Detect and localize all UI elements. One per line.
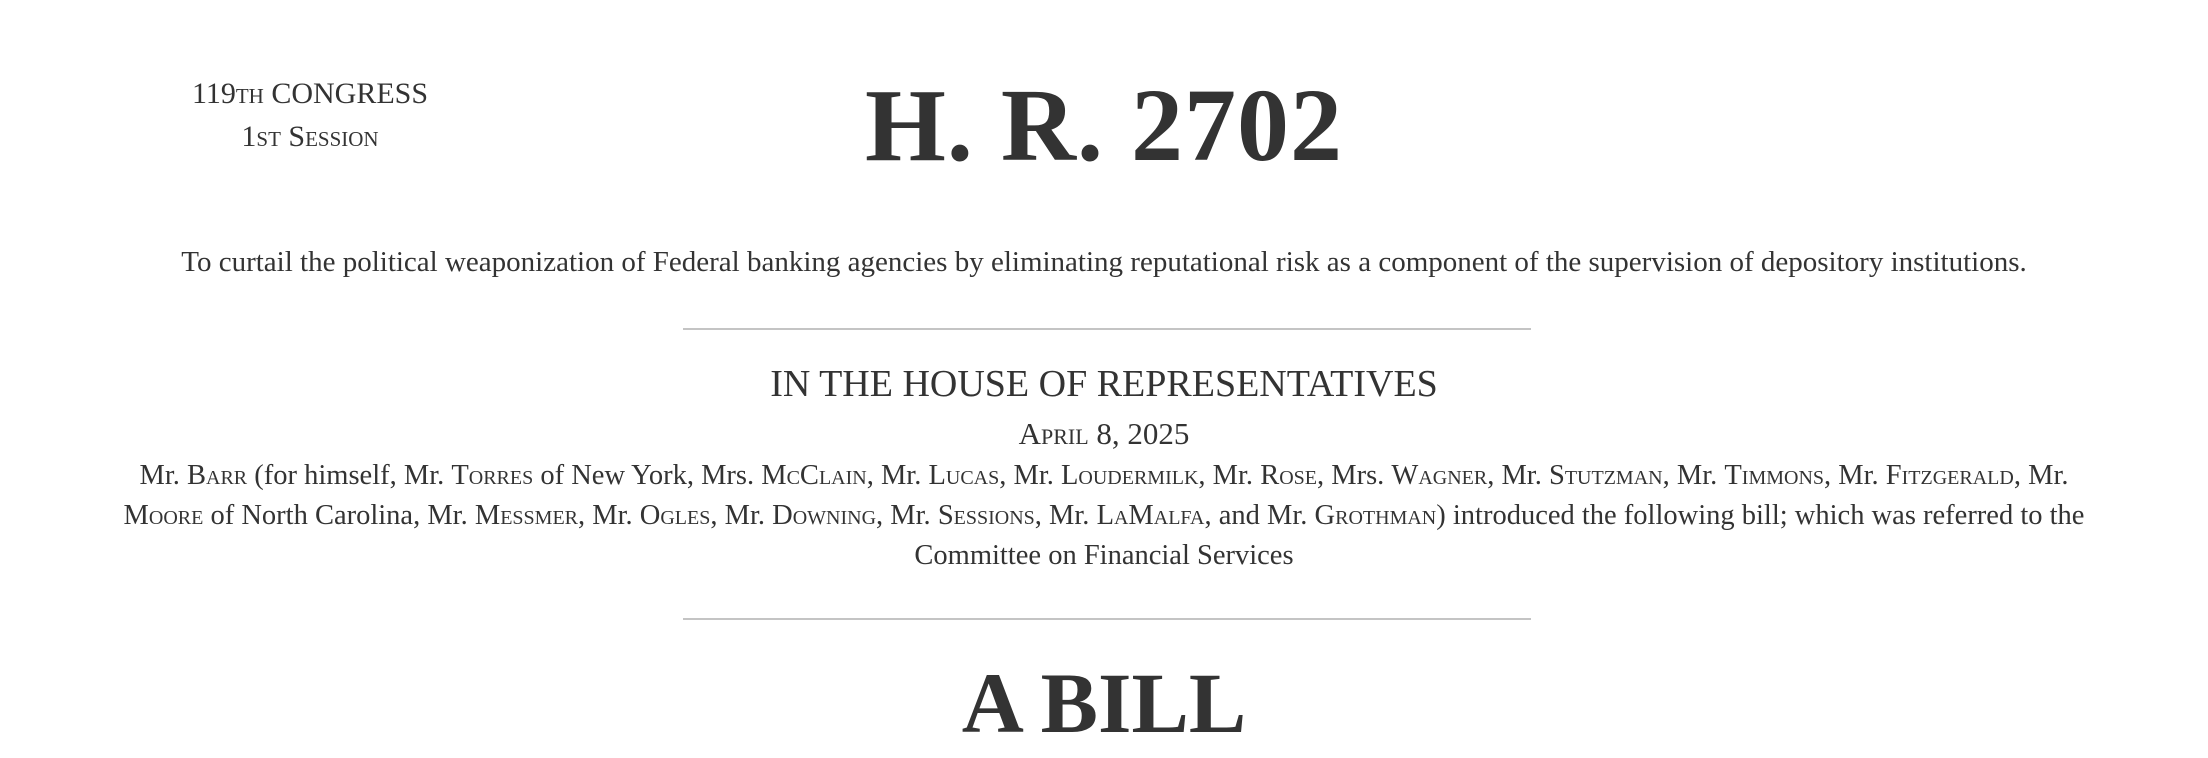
congress-number-suffix: th bbox=[235, 77, 264, 110]
session-number-suffix: st bbox=[256, 120, 281, 153]
sponsor-text: , Mr. bbox=[1034, 500, 1097, 531]
member-name: Loudermilk bbox=[1061, 460, 1199, 491]
sponsor-text: (for himself, Mr. bbox=[247, 460, 452, 491]
sponsor-text: , and Mr. bbox=[1204, 500, 1315, 531]
sponsor-text: , Mr. bbox=[1198, 460, 1261, 491]
sponsor-text: , Mr. bbox=[1662, 460, 1725, 491]
sponsor-text: , Mr. bbox=[999, 460, 1062, 491]
bill-purpose: To curtail the political weaponization of Federal banking agencies by eliminating reputational risk as a component of the supervision of depository institutions. bbox=[181, 246, 2027, 278]
member-name: Wagner bbox=[1391, 460, 1488, 491]
sponsor-text: , Mr. bbox=[710, 500, 773, 531]
sponsor-text: , Mrs. bbox=[1316, 460, 1392, 491]
introduction-date: April 8, 2025 bbox=[1018, 416, 1190, 451]
congress-number: 119 bbox=[191, 77, 236, 110]
sponsor-text: , Mr. bbox=[866, 460, 929, 491]
sponsors-paragraph bbox=[0, 456, 2208, 576]
sponsor-text: Mr. bbox=[139, 460, 187, 491]
sponsors-line bbox=[0, 456, 2208, 496]
member-name: Stutzman bbox=[1548, 460, 1663, 491]
sponsors-line bbox=[0, 496, 2208, 536]
member-name: Rose bbox=[1260, 460, 1317, 491]
sponsor-text: , Mr. bbox=[2013, 460, 2069, 491]
member-name: Grothman bbox=[1314, 500, 1437, 531]
sponsor-text: of New York, Mrs. bbox=[533, 460, 762, 491]
congress-label: CONGRESS bbox=[271, 77, 429, 110]
member-name: Lucas bbox=[928, 460, 1000, 491]
sponsor-text: , Mr. bbox=[1824, 460, 1886, 491]
sponsor-text: , Mr. bbox=[578, 500, 640, 531]
sponsor-text: ) introduced the following bill; which was referred to the bbox=[1436, 500, 2085, 531]
member-name: Moore bbox=[123, 500, 204, 531]
member-name: Barr bbox=[187, 460, 248, 491]
divider-top bbox=[683, 328, 1531, 330]
member-name: Ogles bbox=[639, 500, 711, 531]
member-name: Torres bbox=[451, 460, 534, 491]
member-name: Messmer bbox=[474, 500, 579, 531]
member-name: McClain bbox=[761, 460, 867, 491]
sponsor-text: of North Carolina, Mr. bbox=[203, 500, 475, 531]
sponsor-text: , Mr. bbox=[876, 500, 938, 531]
divider-bottom bbox=[683, 618, 1531, 620]
member-name: LaMalfa bbox=[1096, 500, 1205, 531]
session-label: Session bbox=[288, 120, 379, 153]
document-type: A BILL bbox=[961, 655, 1247, 751]
sponsors-line bbox=[0, 536, 2208, 576]
sponsor-text: Committee on Financial Services bbox=[914, 540, 1294, 571]
member-name: Fitzgerald bbox=[1885, 460, 2014, 491]
sponsor-text: , Mr. bbox=[1487, 460, 1549, 491]
member-name: Sessions bbox=[937, 500, 1035, 531]
chamber-heading: IN THE HOUSE OF REPRESENTATIVES bbox=[770, 363, 1438, 405]
bill-number: H. R. 2702 bbox=[865, 68, 1343, 183]
member-name: Timmons bbox=[1724, 460, 1825, 491]
member-name: Downing bbox=[772, 500, 877, 531]
session-number: 1 bbox=[241, 120, 257, 153]
